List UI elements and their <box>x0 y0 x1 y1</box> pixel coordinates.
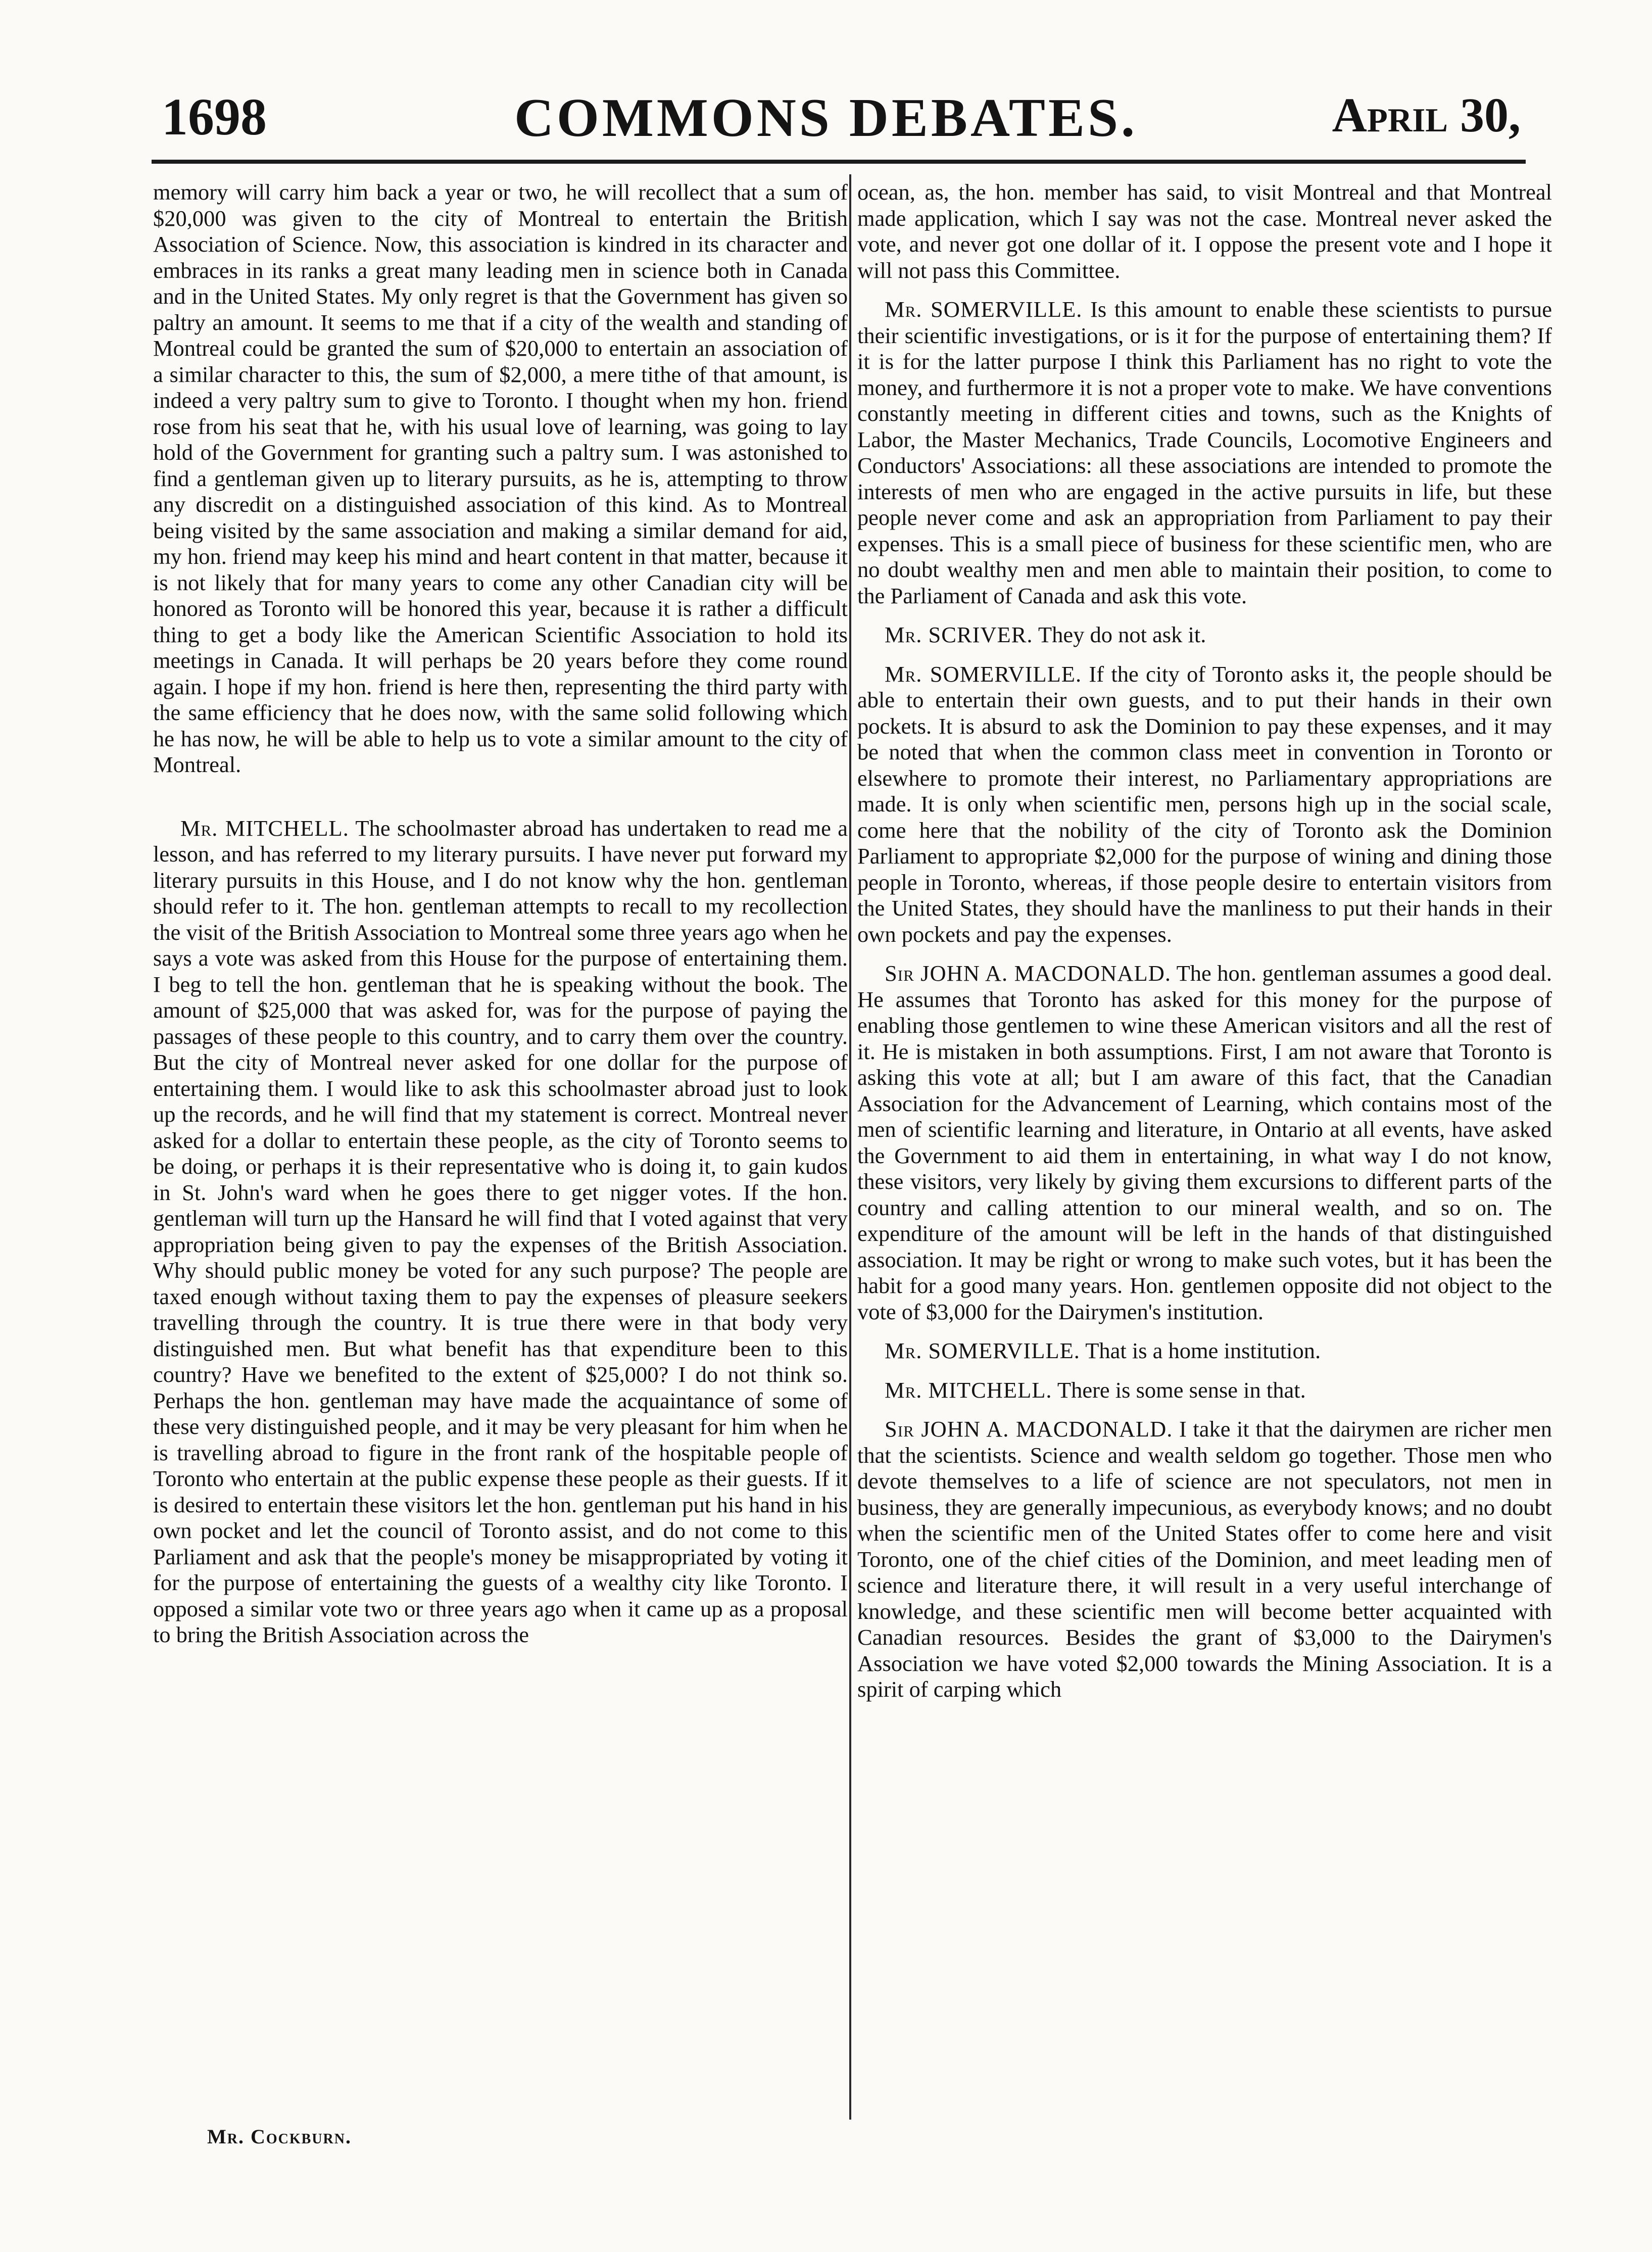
speaker-name: Mr. MITCHELL. <box>180 815 349 841</box>
paragraph-text: If the city of Toronto asks it, the people should be able to entertain their own guests, and to put their hands in their own pockets. It is absurd to ask the Dominion to pay these expenses, and it may be noted that when the common class meet in convention in Toronto or elsewhere to promote their interest, no Parliamentary appropriations are made. It is only when scientific men, persons high up in the social scale, come here that the nobility of the city of Toronto ask the Dominion Parliament to appropriate $2,000 for the purpose of wining and dining those people in Toronto, whereas, if those people desire to entertain visitors from the United States, they should have the manliness to put their hands in their own pockets and pay the expenses. <box>857 661 1552 947</box>
paragraph <box>857 661 1552 948</box>
speaker-name: Mr. SOMERVILLE. <box>885 661 1082 687</box>
paragraph <box>153 816 848 1648</box>
left-column <box>153 179 848 2120</box>
paragraph-text: There is some sense in that. <box>1052 1377 1306 1403</box>
page-header <box>121 76 1531 162</box>
paragraph-text: That is a home institution. <box>1080 1338 1321 1363</box>
paragraph-text: I take it that the dairymen are richer men that the scientists. Science and wealth seldom go together. Those men who devote themselves to a life of science are not speculators, not men in business, they are generally impecunious, as everybody knows; and no doubt when the scientific men of the United States offer to come here and visit Toronto, one of the chief cities of the Dominion, and meet leading men of science and literature there, it will result in a very useful interchange of knowledge, and these scientific men will become better acquainted with Canadian resources. Besides the grant of $3,000 to the Dairymen's Association we have voted $2,000 towards the Mining Association. It is a spirit of carping which <box>857 1416 1552 1702</box>
paragraph-text: The hon. gentleman assumes a good deal. He assumes that Toronto has asked for this money for the purpose of enabling those gentlemen to wine these American visitors and all the rest of it. He is mistaken in both assumptions. First, I am not aware that Toronto is asking this vote at all; but I am aware of this fact, that the Canadian Association for the Advancement of Learning, which contains most of the men of scientific learning and literature, in Ontario at all events, have asked the Government to aid them in entertaining, in what way I do not know, these visitors, very likely by giving them excursions to different parts of the country and calling attention to our mineral wealth, and so on. The expenditure of the amount will be left in the hands of that distinguished association. It may be right or wrong to make such votes, but it has been the habit for a good many years. Hon. gentlemen opposite did not object to the vote of $3,000 for the Dairymen's institution. <box>857 961 1552 1324</box>
paragraph <box>153 179 848 778</box>
paragraph-text: memory will carry him back a year or two, he will recollect that a sum of $20,000 was given to the city of Montreal to entertain the British Association of Science. Now, this association is kindred in its character and embraces in its ranks a great many leading men in science both in Canada and in the United States. My only regret is that the Government has given so paltry an amount. It seems to me that if a city of the wealth and standing of Montreal could be granted the sum of $20,000 to entertain an association of a similar character to this, the sum of $2,000, a mere tithe of that amount, is indeed a very paltry sum to give to Toronto. I thought when my hon. friend rose from his seat that he, with his usual love of learning, was going to lay hold of the Government for granting such a paltry sum. I was astonished to find a gentleman given up to literary pursuits, as he is, attempting to throw any discredit on a distinguished association of this kind. As to Montreal being visited by the same association and making a similar demand for aid, my hon. friend may keep his mind and heart content in that matter, because it is not likely that for many years to come any other Canadian city will be honored as Toronto will be honored this year, because it is rather a difficult thing to get a body like the American Scientific Association to hold its meetings in Canada. It will perhaps be 20 years before they come round again. I hope if my hon. friend is here then, representing the third party with the same efficiency that he does now, with the same solid following which he has now, he will be able to help us to vote a similar amount to the city of Montreal. <box>153 179 848 777</box>
page-date: April 30, <box>1332 88 1521 142</box>
speaker-name: Sir JOHN A. MACDONALD. <box>885 1416 1173 1442</box>
speaker-name: Mr. SOMERVILLE. <box>885 1338 1080 1363</box>
paragraph <box>857 297 1552 609</box>
speaker-name: Mr. MITCHELL. <box>885 1377 1052 1403</box>
paragraph <box>857 1416 1552 1703</box>
header-rule <box>152 160 1526 164</box>
paragraph <box>857 961 1552 1325</box>
page-title: COMMONS DEBATES. <box>514 88 1138 148</box>
paragraph <box>857 1377 1552 1404</box>
column-divider <box>849 174 851 2120</box>
speaker-name: Mr. SCRIVER. <box>885 622 1033 647</box>
paragraph <box>857 622 1552 648</box>
page-number: 1698 <box>162 88 267 146</box>
paragraph <box>857 1338 1552 1364</box>
right-column <box>857 179 1552 2120</box>
footer-signature: Mr. Cockburn. <box>207 2125 352 2148</box>
speaker-name: Sir JOHN A. MACDONALD. <box>885 961 1171 986</box>
paragraph-text: They do not ask it. <box>1033 622 1206 647</box>
paragraph-text: ocean, as, the hon. member has said, to visit Montreal and that Montreal made application, which I say was not the case. Montreal never asked the vote, and never got one dollar of it. I oppose the present vote and I hope it will not pass this Committee. <box>857 179 1552 283</box>
paragraph-text: The schoolmaster abroad has undertaken to read me a lesson, and has referred to my literary pursuits. I have never put forward my literary pursuits in this House, and I do not know why the hon. gentleman should refer to it. The hon. gentleman attempts to recall to my recollection the visit of the British Association to Montreal some three years ago when he says a vote was asked from this House for the purpose of entertaining them. I beg to tell the hon. gentleman that he is speaking without the book. The amount of $25,000 that was asked for, was for the purpose of paying the passages of these people to this country, and to carry them over the country. But the city of Montreal never asked for one dollar for the purpose of entertaining them. I would like to ask this schoolmaster abroad just to look up the records, and he will find that my statement is correct. Montreal never asked for a dollar to entertain these people, as the city of Toronto seems to be doing, or perhaps it is their representative who is doing it, to gain kudos in St. John's ward when he goes there to get nigger votes. If the hon. gentleman will turn up the Hansard he will find that I voted against that very appropriation being given to pay the expenses of the British Association. Why should public money be voted for any such purpose? The people are taxed enough without taxing them to pay the expenses of pleasure seekers travelling through the country. It is true there were in that body very distinguished men. But what benefit has that expenditure been to this country? Have we benefited to the extent of $25,000? I do not think so. Perhaps the hon. gentleman may have made the acquaintance of some of these very distinguished people, and it may be very pleasant for him when he is travelling abroad to figure in the front rank of the hospitable people of Toronto who entertain at the public expense these people as their guests. If it is desired to entertain these visitors let the hon. gentleman put his hand in his own pocket and let the council of Toronto assist, and do not come to this Parliament and ask that the people's money be misappropriated by voting it for the purpose of entertaining the guests of a wealthy city like Toronto. I opposed a similar vote two or three years ago when it came up as a proposal to bring the British Association across the <box>153 815 848 1647</box>
speaker-name: Mr. SOMERVILLE. <box>885 297 1083 322</box>
paragraph <box>857 179 1552 283</box>
paragraph-text: Is this amount to enable these scientists to pursue their scientific investigations, or is it for the purpose of entertaining them? If it is for the latter purpose I think this Parliament has no right to vote the money, and furthermore it is not a proper vote to make. We have conventions constantly meeting in different cities and towns, such as the Knights of Labor, the Master Mechanics, Trade Councils, Locomotive Engineers and Conductors' Associations: all these associations are intended to promote the interests of men who are engaged in the active pursuits in life, but these people never come and ask an appropriation from Parliament to pay their expenses. This is a small piece of business for these scientific men, who are no doubt wealthy men and men able to maintain their position, to come to the Parliament of Canada and ask this vote. <box>857 297 1552 608</box>
